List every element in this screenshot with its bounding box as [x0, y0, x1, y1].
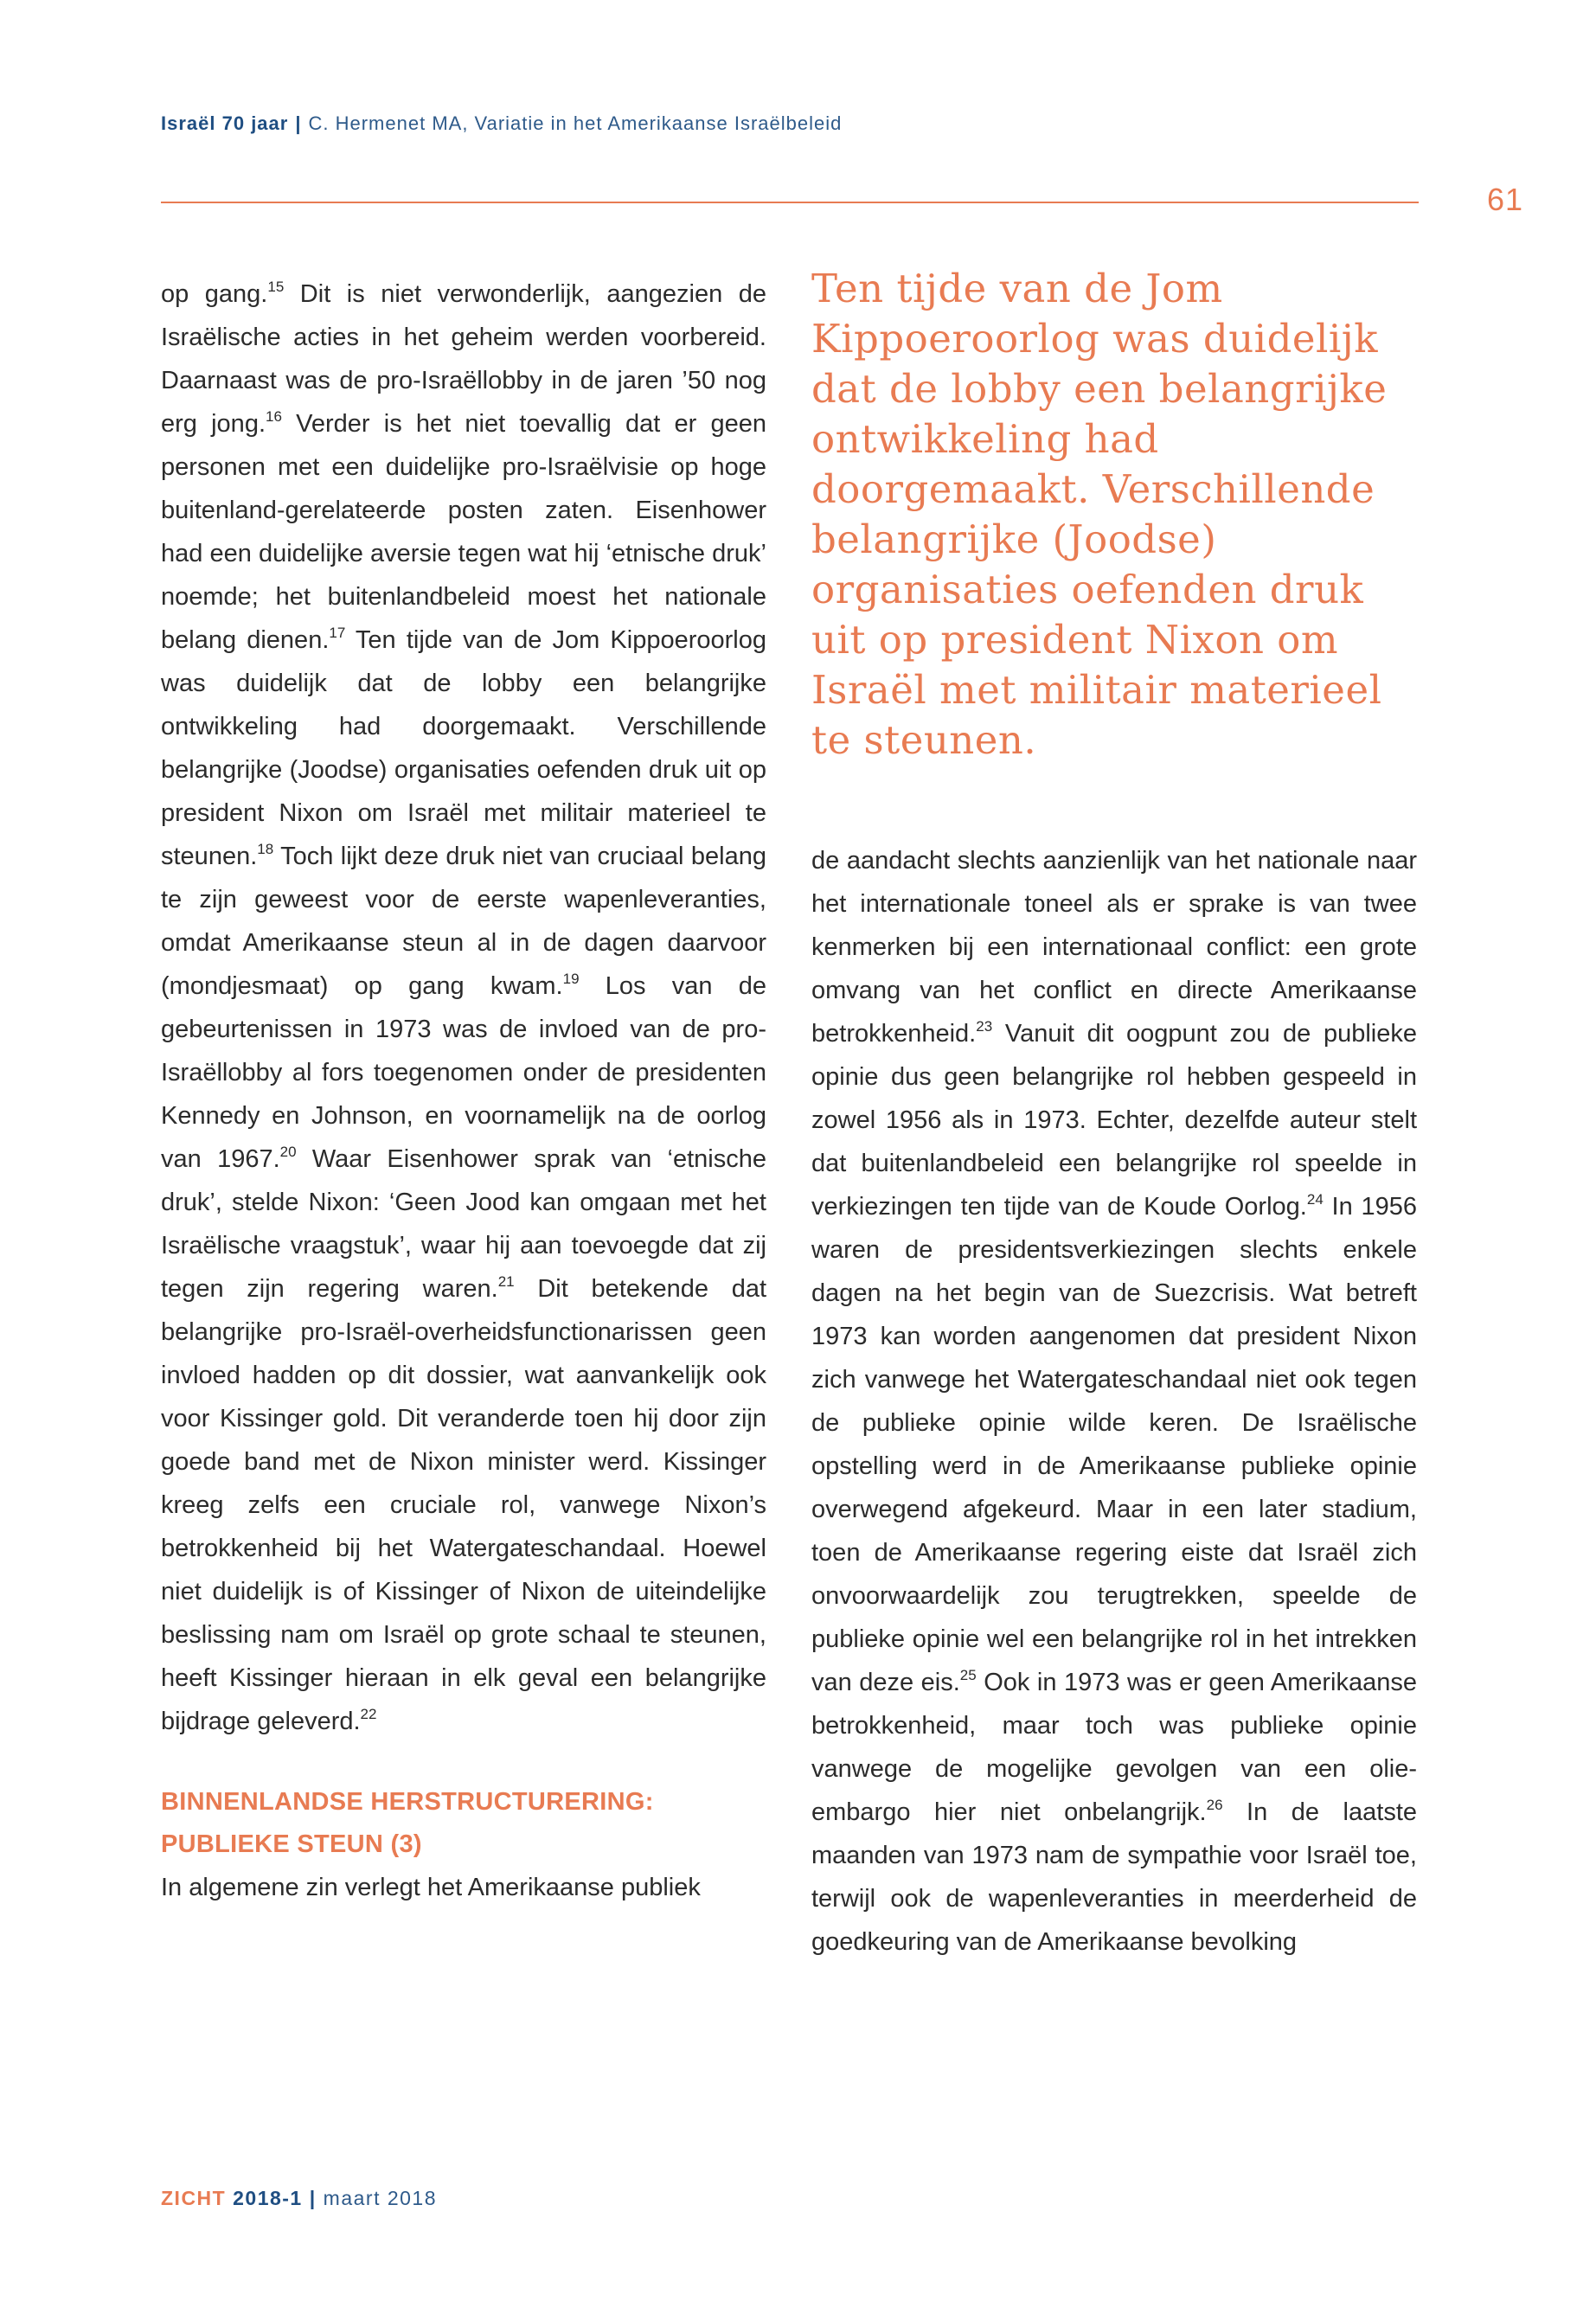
page-number: 61 [1486, 182, 1523, 217]
footer [161, 2187, 437, 2210]
running-header [161, 112, 842, 135]
footer-issue: 2018-1 [233, 2187, 303, 2209]
header-rule [161, 202, 1419, 203]
pull-quote: Ten tijde van de Jom Kippoeroorlog was duidelijk dat de lobby een belangrijke ontwikkeling had doorgemaakt. Verschillende belangrijke (Joodse) organisaties oefenden druk uit op president Nixon om Israël met militair materieel te steunen. [811, 266, 1388, 763]
text-run: Ook in 1973 was er geen Amerikaanse betrokkenheid, maar toch was publieke opinie vanwege de mogelijke gevolgen van een olie-embargo hier niet onbelangrijk. [811, 1669, 1417, 1826]
text-run: Ten tijde van de Jom Kippoeroorlog was duidelijk dat de lobby een belangrijke ontwikkeling had doorgemaakt. Verschillende belangrijke (Joodse) organisaties oefenden druk uit op president Nixon om Israël met militair materieel te steunen. [161, 626, 766, 870]
header-article: C. Hermenet MA, Variatie in het Amerikaanse Israëlbeleid [308, 112, 843, 134]
footnote-ref: 22 [360, 1706, 377, 1722]
text-run: Waar Eisenhower sprak van ‘etnische druk’, stelde Nixon: ‘Geen Jood kan omgaan met het Israëlische vraagstuk’, waar hij aan toevoegde dat zij tegen zijn regering waren. [161, 1145, 766, 1303]
text-run: Dit is niet verwonderlijk, aangezien de Israëlische acties in het geheim werden voorbereid. Daarnaast was de pro-Israëllobby in de jaren ’50 nog erg jong. [161, 280, 766, 438]
section-heading-line-2: PUBLIEKE STEUN (3) [161, 1830, 422, 1858]
header-series: Israël 70 jaar [161, 112, 289, 134]
left-paragraph-1 [161, 272, 766, 1743]
text-run: Vanuit dit oogpunt zou de publieke opinie dus geen belangrijke rol hebben gespeeld in zowel 1956 als in 1973. Echter, dezelfde auteur stelt dat buitenlandbeleid een belangrijke rol speelde in verkiezingen ten tijde van de Koude Oorlog. [811, 1020, 1417, 1221]
text-run: Los van de gebeurtenissen in 1973 was de invloed van de pro-Israëllobby al fors toegenomen onder de presidenten Kennedy en Johnson, en voornamelijk na de oorlog van 1967. [161, 972, 766, 1173]
section-heading [161, 1781, 766, 1866]
section-heading-line-1: BINNENLANDSE HERSTRUCTURERING: [161, 1788, 654, 1816]
footer-magazine: ZICHT [161, 2187, 227, 2209]
footnote-ref: 16 [266, 408, 282, 425]
text-run: Dit betekende dat belangrijke pro-Israël-overheidsfunctionarissen geen invloed hadden op dit dossier, wat aanvankelijk ook voor Kissinger gold. Dit veranderde toen hij door zijn goede band met de Nixon minister werd. Kissinger kreeg zelfs een cruciale rol, vanwege Nixon’s betrokkenheid bij het Watergateschandaal. Hoewel niet duidelijk is of Kissinger of Nixon de uiteindelijke beslissing nam om Israël op grote schaal te steunen, heeft Kissinger hieraan in elk geval een belangrijke bijdrage geleverd. [161, 1275, 767, 1735]
footnote-ref: 18 [257, 841, 274, 857]
header-separator: | [295, 112, 302, 134]
text-run: de aandacht slechts aanzienlijk van het nationale naar het internationale toneel als er sprake is van twee kenmerken bij een internationaal conflict: een grote omvang van het conflict en directe Amerikaanse betrokkenheid. [811, 847, 1417, 1048]
footnote-ref: 19 [562, 971, 580, 987]
text-run: In de laatste maanden van 1973 nam de sympathie voor Israël toe, terwijl ook de wapenleveranties in meerderheid de goedkeuring van de Amerikaanse bevolking [811, 1798, 1418, 1956]
right-column [811, 839, 1417, 1964]
footnote-ref: 25 [959, 1667, 977, 1683]
left-column [161, 272, 766, 1909]
footnote-ref: 26 [1206, 1797, 1223, 1813]
footnote-ref: 15 [267, 279, 285, 295]
footnote-ref: 23 [976, 1018, 993, 1035]
text-run: Toch lijkt deze druk niet van cruciaal belang te zijn geweest voor de eerste wapenleveranties, omdat Amerikaanse steun al in de dagen daarvoor (mondjesmaat) op gang kwam. [161, 843, 766, 1000]
right-paragraph-1 [811, 839, 1417, 1964]
footnote-ref: 17 [329, 625, 346, 641]
footnote-ref: 21 [497, 1273, 515, 1290]
text-run: op gang. [161, 280, 268, 308]
footnote-ref: 24 [1306, 1191, 1324, 1208]
footnote-ref: 20 [279, 1144, 297, 1160]
text-run: Verder is het niet toevallig dat er geen personen met een duidelijke pro-Israëlvisie op hoge buitenland-gerelateerde posten zaten. Eisenhower had een duidelijke aversie tegen wat hij ‘etnische druk’ noemde; het buitenlandbeleid moest het nationale belang dienen. [161, 410, 766, 654]
footer-separator: | [309, 2187, 317, 2209]
footer-date: maart 2018 [323, 2187, 438, 2209]
text-run: In 1956 waren de presidentsverkiezingen slechts enkele dagen na het begin van de Suezcrisis. Wat betreft 1973 kan worden aangenomen dat president Nixon zich vanwege het Watergateschandaal niet ook tegen de publieke opinie wilde keren. De Israëlische opstelling werd in de Amerikaanse publieke opinie overwegend afgekeurd. Maar in een later stadium, toen de Amerikaanse regering eiste dat Israël zich onvoorwaardelijk zou terugtrekken, speelde de publieke opinie wel een belangrijke rol in het intrekken van deze eis. [811, 1193, 1417, 1696]
left-paragraph-2: In algemene zin verlegt het Amerikaanse publiek [161, 1874, 701, 1901]
